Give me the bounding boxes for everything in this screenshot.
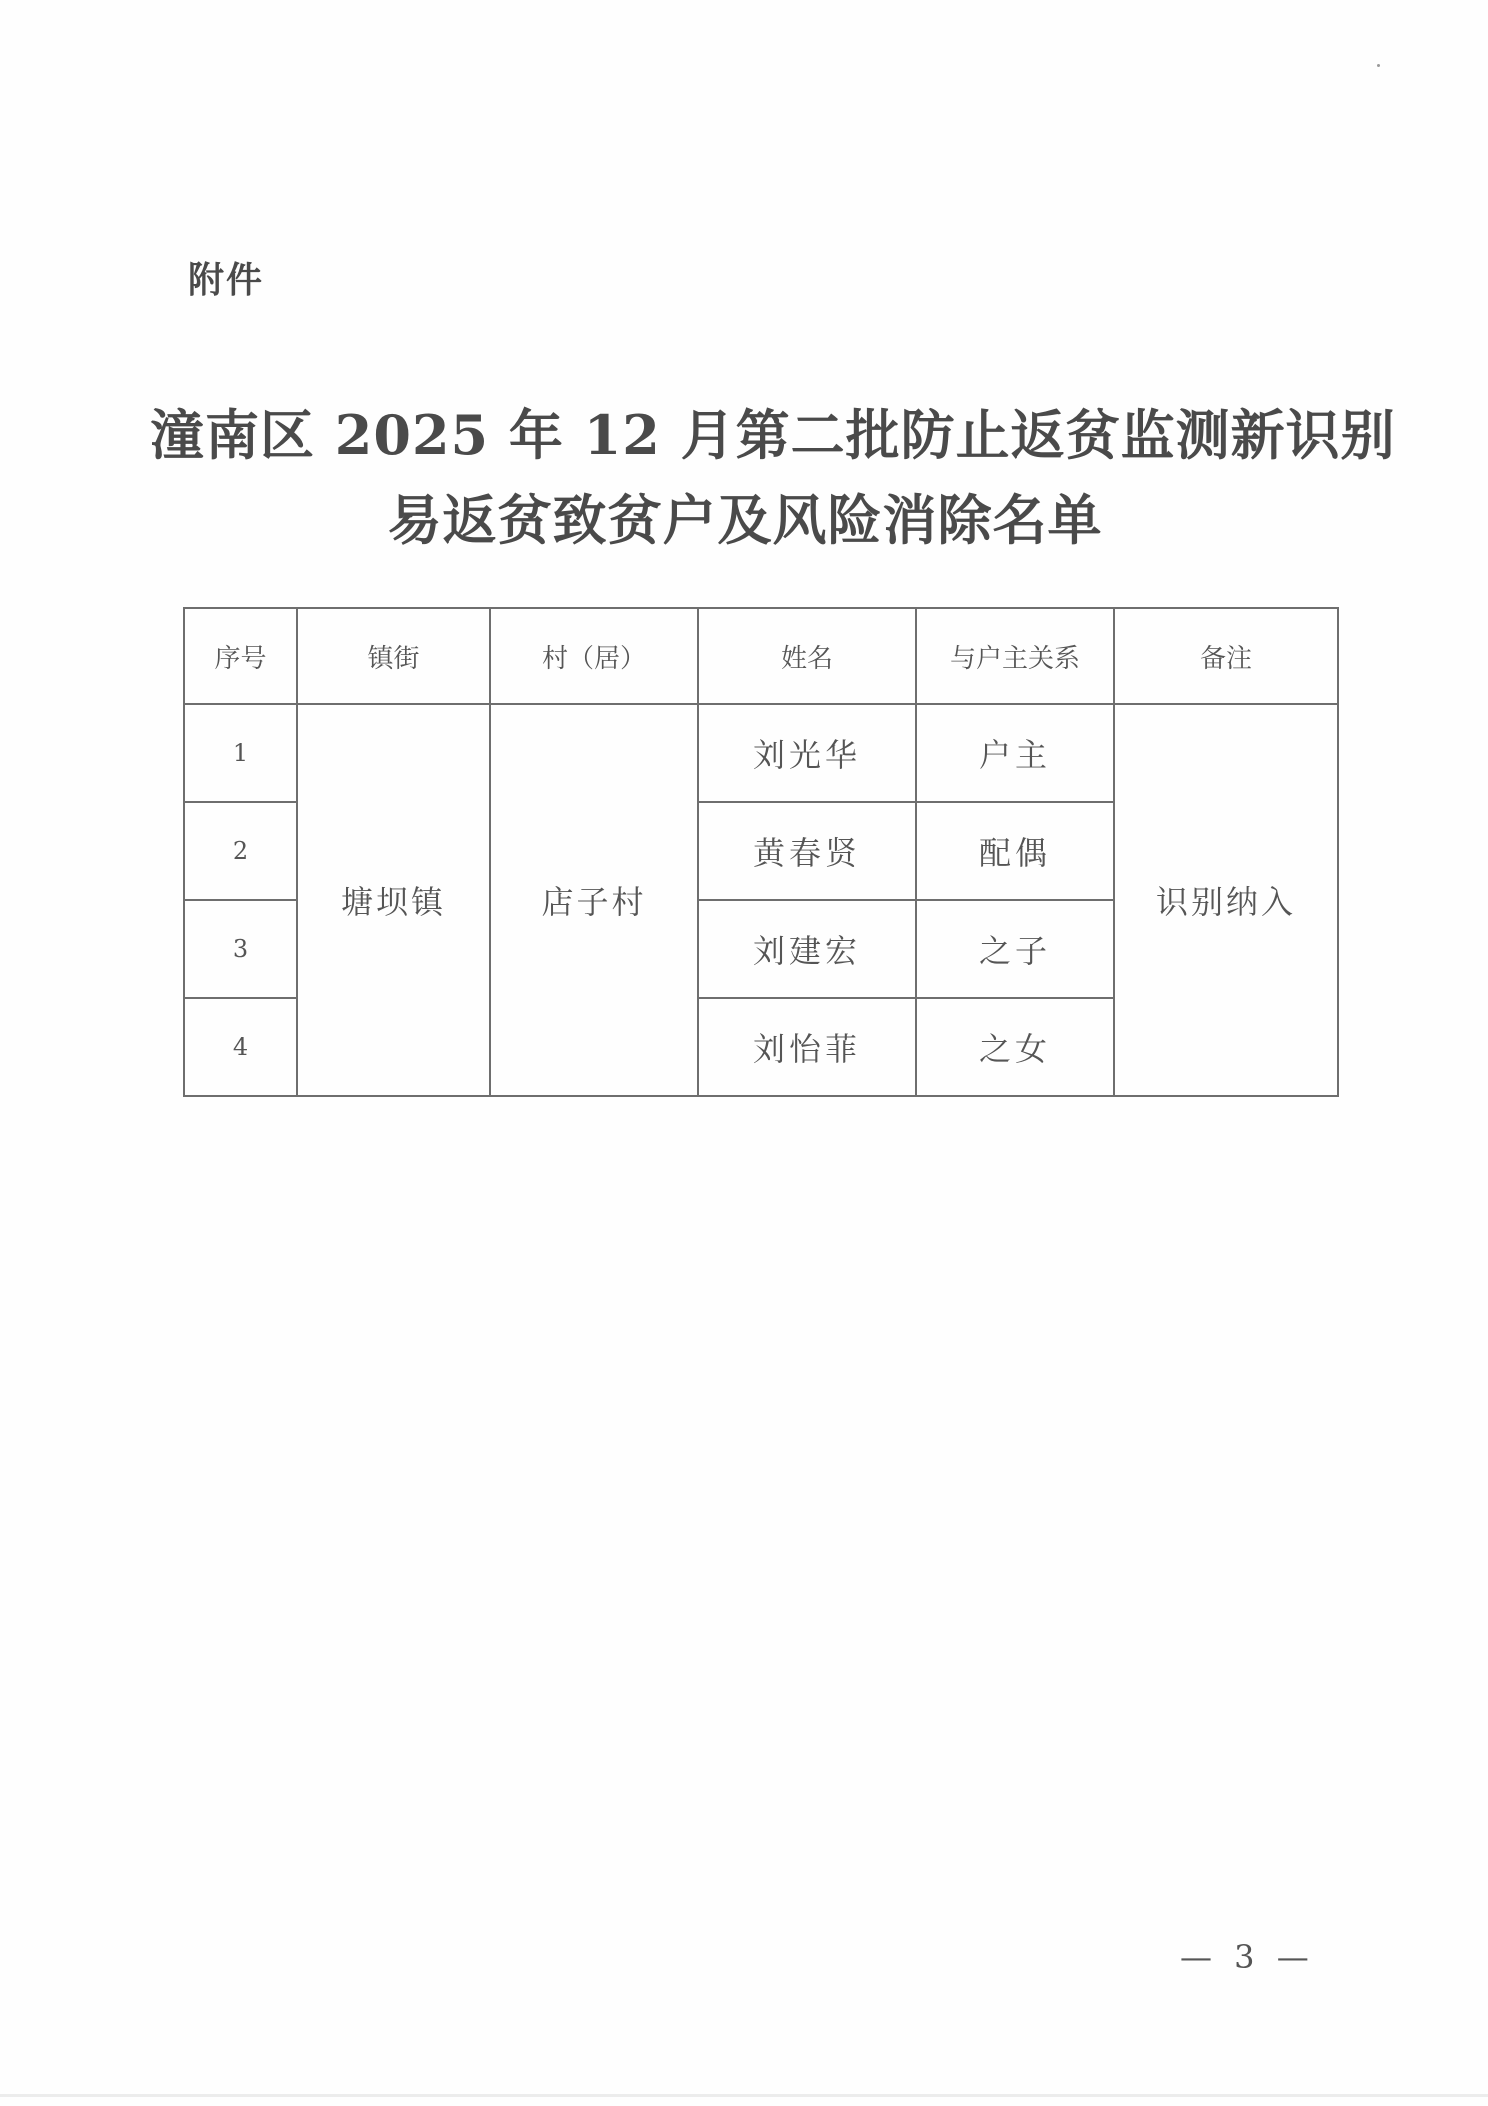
document-title-line-1: 潼南区 2025 年 12 月第二批防止返贫监测新识别	[150, 403, 1396, 467]
header-village: 村（居）	[490, 608, 698, 704]
row-relation: 户主	[916, 704, 1114, 802]
household-roster-table	[183, 607, 1339, 1097]
row-name: 刘怡菲	[698, 998, 916, 1096]
scan-edge-line	[0, 2094, 1488, 2097]
row-name: 刘光华	[698, 704, 916, 802]
row-relation: 之女	[916, 998, 1114, 1096]
row-name: 刘建宏	[698, 900, 916, 998]
header-seq: 序号	[184, 608, 297, 704]
row-seq: 4	[184, 998, 297, 1096]
header-town: 镇街	[297, 608, 490, 704]
row-seq: 3	[184, 900, 297, 998]
table-header-row	[184, 608, 1338, 704]
row-name: 黄春贤	[698, 802, 916, 900]
header-remark: 备注	[1114, 608, 1338, 704]
row-relation: 配偶	[916, 802, 1114, 900]
scan-speck	[1377, 64, 1380, 67]
page-number: — 3 —	[1180, 1938, 1315, 1976]
remark-cell: 识别纳入	[1114, 704, 1338, 1096]
header-name: 姓名	[698, 608, 916, 704]
document-title-line-2: 易返贫致贫户及风险消除名单	[387, 488, 1103, 552]
row-seq: 1	[184, 704, 297, 802]
row-seq: 2	[184, 802, 297, 900]
table-row	[184, 704, 1338, 802]
header-relation: 与户主关系	[916, 608, 1114, 704]
row-relation: 之子	[916, 900, 1114, 998]
town-cell: 塘坝镇	[297, 704, 490, 1096]
village-cell: 店子村	[490, 704, 698, 1096]
attachment-label: 附件	[188, 260, 265, 301]
